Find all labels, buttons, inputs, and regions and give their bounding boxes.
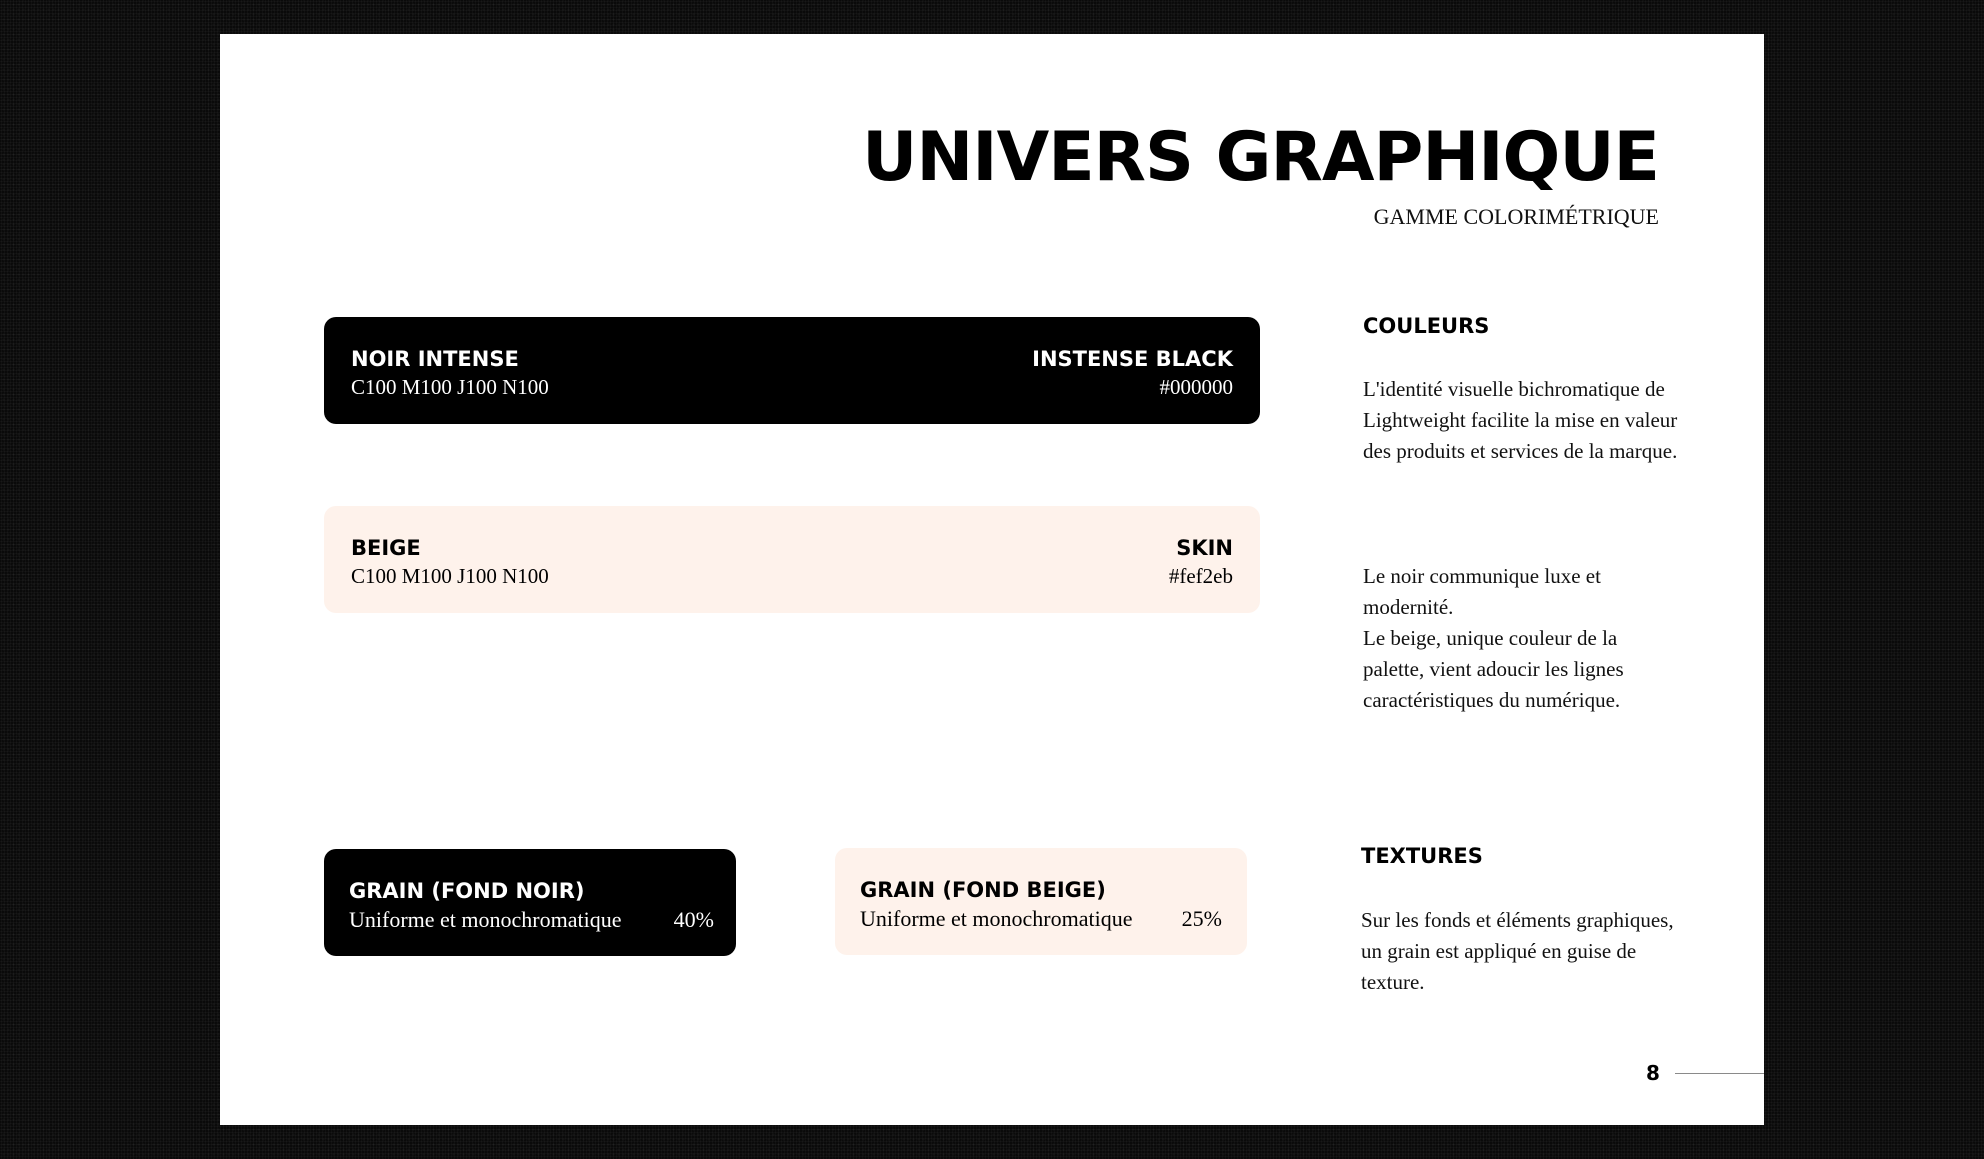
texture-percent: 25% bbox=[1181, 906, 1222, 932]
textures-paragraph: Sur les fonds et éléments graphiques, un grain est appliqué en guise de texture. bbox=[1361, 908, 1674, 994]
color-swatch-beige bbox=[324, 506, 1260, 613]
colors-paragraph-2-line-1: Le noir communique luxe et modernité. bbox=[1363, 564, 1601, 619]
texture-name: GRAIN (FOND BEIGE) bbox=[860, 878, 1106, 902]
swatch-cmyk: C100 M100 J100 N100 bbox=[351, 564, 549, 589]
colors-paragraph: L'identité visuelle bichromatique de Lightweight facilite la mise en valeur des produits et services de la marque. bbox=[1363, 377, 1678, 463]
swatch-name: BEIGE bbox=[351, 536, 421, 560]
swatch-hex: #000000 bbox=[1159, 375, 1233, 400]
colors-paragraph-2 bbox=[1363, 561, 1683, 716]
colors-heading: COULEURS bbox=[1363, 314, 1490, 338]
swatch-alt-name: INSTENSE BLACK bbox=[1032, 347, 1233, 371]
texture-name: GRAIN (FOND NOIR) bbox=[349, 879, 585, 903]
textures-heading: TEXTURES bbox=[1361, 844, 1483, 868]
texture-description: Uniforme et monochromatique bbox=[860, 906, 1133, 932]
page-number-divider bbox=[1675, 1073, 1764, 1074]
page-number: 8 bbox=[1646, 1061, 1660, 1085]
swatch-hex: #fef2eb bbox=[1168, 564, 1233, 589]
swatch-alt-name: SKIN bbox=[1176, 536, 1233, 560]
swatch-cmyk: C100 M100 J100 N100 bbox=[351, 375, 549, 400]
texture-description: Uniforme et monochromatique bbox=[349, 907, 622, 933]
swatch-name: NOIR INTENSE bbox=[351, 347, 519, 371]
page-subtitle: GAMME COLORIMÉTRIQUE bbox=[1373, 204, 1659, 229]
colors-paragraph-2-line-2: Le beige, unique couleur de la palette, vient adoucir les lignes caractéristiques du numérique. bbox=[1363, 626, 1624, 712]
texture-swatch-grain-beige bbox=[835, 848, 1247, 955]
color-swatch-noir-intense bbox=[324, 317, 1260, 424]
brochure-page bbox=[220, 34, 1764, 1125]
page-title: UNIVERS GRAPHIQUE bbox=[862, 118, 1659, 197]
texture-swatch-grain-noir bbox=[324, 849, 736, 956]
texture-percent: 40% bbox=[673, 907, 714, 933]
